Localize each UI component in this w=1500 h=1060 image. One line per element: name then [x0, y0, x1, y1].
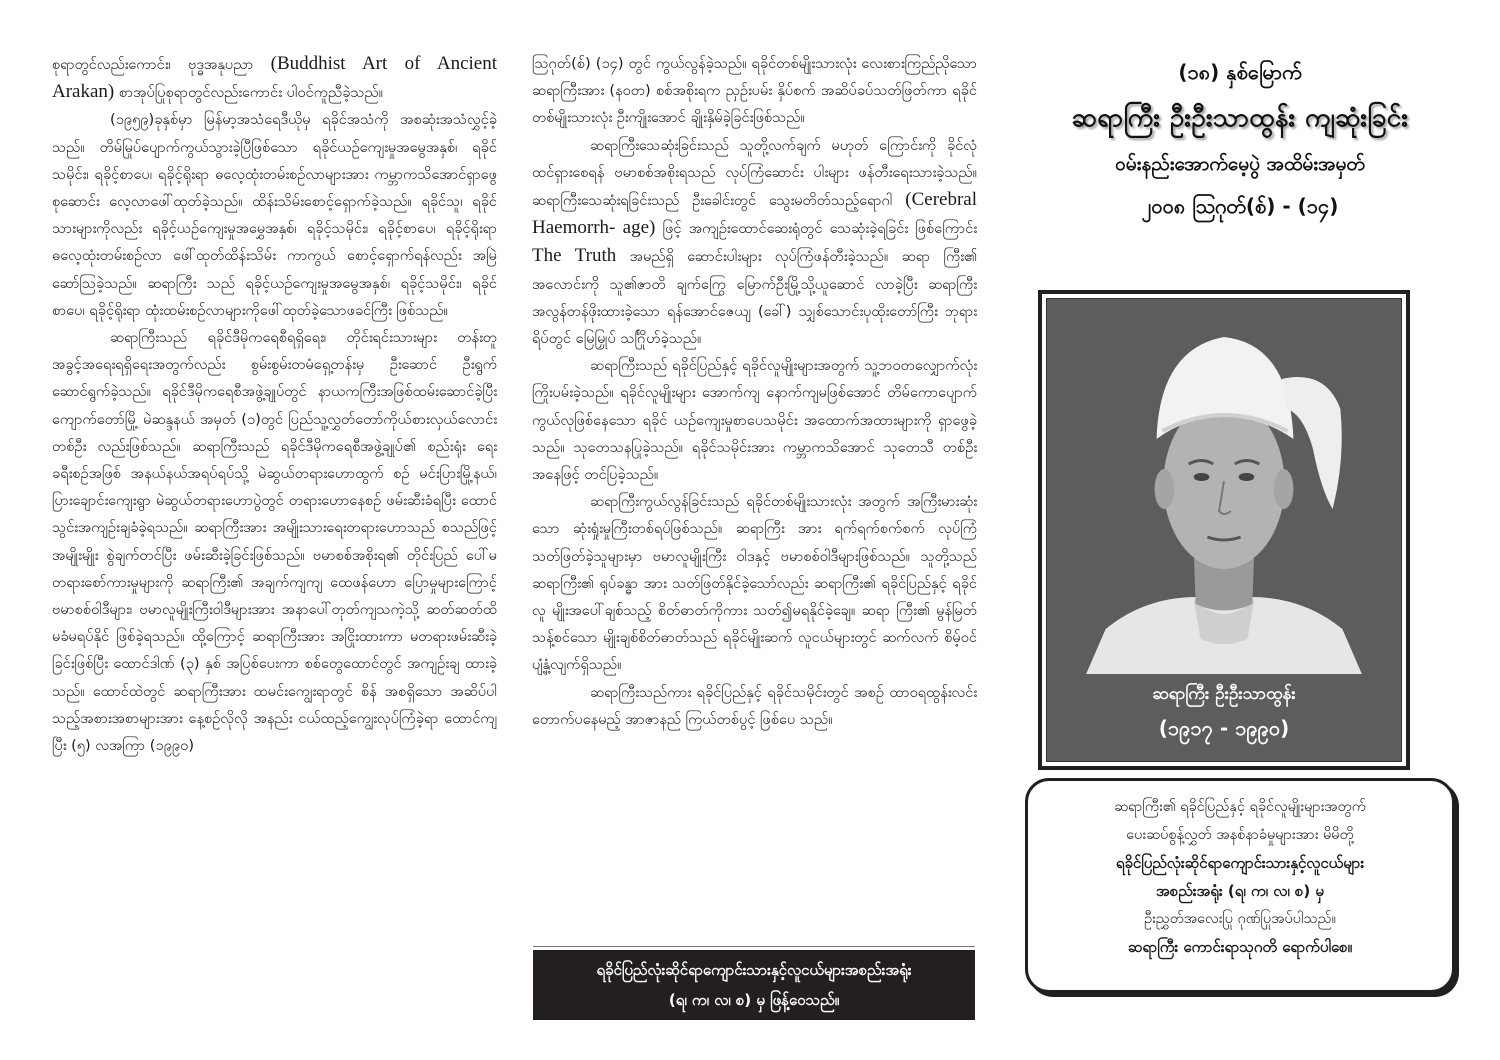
- publication-name: The Truth: [532, 245, 617, 267]
- main-heading: ဆရာကြီး ဦးဦးသာထွန်း ကျဆုံးခြင်း: [1071, 103, 1409, 133]
- dedication-line-1: ဆရာကြီး၏ ရခိုင်ပြည်နှင့် ရခိုင်လူမျိုးများအတွက်: [1114, 799, 1366, 815]
- portrait-illustration: [1047, 299, 1401, 674]
- paragraph-3: ဆရာကြီးသည် ရခိုင်ဒီမိုကရေစီရရှိရေး၊ တိုင်းရင်းသားများ တန်းတူအခွင့်အရေးရရှိရေးအတွက်လည်း စွမ်းစွမ်းတမံရှေ့တန်းမှ ဦးဆောင် ဦးရွက် ဆောင်ရွက်ခဲ့သည်။ ရခိုင်ဒီမိုကရေစီအဖွဲ့ချုပ်တွင် နာယကကြီးအဖြစ်ထမ်းဆောင်ခဲ့ပြီး ကျောက်တော်မြို့ မဲဆန္ဒနယ် အမှတ် (၁)တွင် ပြည်သူ့လွှတ်တော်ကိုယ်စားလှယ်လောင်း တစ်ဦး လည်းဖြစ်သည်။ ဆရာကြီးသည် ရခိုင်ဒီမိုကရေစီအဖွဲ့ချုပ်၏ စည်းရုံး ရေးခရီးစဉ်အဖြစ် အနယ်နယ်အရပ်ရပ်သို့ မဲဆွယ်တရားဟောထွက် စဉ် မင်းပြားမြို့နယ်၊ ပြားချောင်းကျေးရွာ မဲဆွယ်တရားဟောပွဲတွင် တရားဟောနေစဉ် ဖမ်းဆီးခံရပြီး ထောင်သွင်းအကျဉ်းချခံခဲ့ရသည်။ ဆရာကြီးအား အမျိုးသားရေးတရားဟောသည် စသည်ဖြင့် အမျိုးမျိုး စွဲချက်တင်ပြီး ဖမ်းဆီးခဲ့ခြင်းဖြစ်သည်။ ဗမာစစ်အစိုးရ၏ တိုင်းပြည် ပေါ်မတရားစော်ကားမှုများကို ဆရာကြီး၏ အချက်ကျကျ ထေဖန်ဟော ပြောမှုများကြောင့် ဗမာစစ်ဝါဒီများ၊ ဗမာလူမျိုးကြီးဝါဒီများအား အနာပေါ်တုတ်ကျသကဲ့သို့ ဆတ်ဆတ်ထိမခံမရပ်နိုင် ဖြစ်ခဲ့ရသည်။ ထို့ကြောင့် ဆရာကြီးအား အငြိုးထားကာ မတရားဖမ်းဆီးခဲ့ခြင်းဖြစ်ပြီး ထောင်ဒါဏ် (၃) နှစ် အပြစ်ပေးကာ စစ်တွေထောင်တွင် အကျဉ်းချ ထားခဲ့သည်။ ထောင်ထဲတွင် ဆရာကြီးအား ထမင်းကျွေးရာတွင် စိန် အစရှိသော အဆိပ်ပါသည့်အစားအစာများအား နေ့စဉ်လိုလို အနည်း ငယ်ထည့်ကျွေးလုပ်ကြံခဲ့ရာ ထောင်ကျပြီး (၅) လအကြာ (၁၉၉၀): [52, 329, 497, 755]
- dedication-org: ရခိုင်ပြည်လုံးဆိုင်ရာကျောင်းသားနှင့်လူငယ်များ: [1115, 854, 1365, 872]
- dedication-box: [1025, 778, 1455, 993]
- paragraph-2: ဆရာကြီးသေဆုံးခြင်းသည် သူတို့လက်ချက် မဟုတ် ကြောင်းကို ခိုင်လုံထင်ရှားစေရန် ဗမာစစ်အစိုးရသည် လုပ်ကြံဆောင်း ပါးများ ဖန်တီးရေးသားခဲ့သည်။ ဆရာကြီးသေဆုံးရခြင်းသည် ဦးခေါင်းတွင် သွေးမတိတ်သည့်ရောဂါ (Cerebral Haemorrh- age) ဖြင့် အကျဉ်းထောင်ဆေးရုံတွင် သေဆုံးခဲ့ရခြင်း ဖြစ်ကြောင်း The Truth အမည်ရှိ ဆောင်းပါးများ လုပ်ကြံဖန်တီးခဲ့သည်။ ဆရာ ကြီး၏ အလောင်းကို သူ၏ဇာတိ ချက်ကြွေ မြောက်ဦးမြို့သို့ယူဆောင် လာခဲ့ပြီး ဆရာကြီးအလွန်တန်ဖိုးထားခဲ့သော ရန်အောင်ဇေယျ (ခေါ်) သျှစ်သောင်းပုထိုးတော်ကြီး ဘုရားရိပ်တွင် မြေမြှုပ် သင်္ဂြိုဟ်ခဲ့သည်။: [532, 136, 978, 348]
- paragraph-2: (၁၉၅၉)ခုနှစ်မှာ မြန်မာ့အသံရေဒီယိုမှ ရခိုင်အသံကို အစဆုံးအသံလွှင့်ခဲ့သည်။ တိမ်မြုပ်ပျောက်ကွယ်သွားခဲ့ပြီဖြစ်သော ရခိုင်ယဉ်ကျေးမှုအမွေအနှစ်၊ ရခိုင်သမိုင်း၊ ရခိုင့်စာပေ၊ ရခိုင့်ရိုးရာ ဓလေ့ထုံးတမ်းစဉ်လာများအား ကမ္ဘာကသိအောင်ရှာဖွေစုဆောင်း လေ့လာဖေါ်ထုတ်ခဲ့သည်။ ထိန်းသိမ်းစောင့်ရှောက်ခဲ့သည်။ ရခိုင်သူ၊ ရခိုင်သားများကိုလည်း ရခိုင့်ယဉ်ကျေးမှုအမွှေအနှစ်၊ ရခိုင့်သမိုင်း၊ ရခိုင့်စာပေ၊ ရခိုင့်ရိုးရာ ဓလေ့ထုံးတမ်းစဉ်လာ ဖေါ်ထုတ်ထိန်းသိမ်း ကာကွယ် စောင့်ရှောက်ရန်လည်း အမြဲဆော်ဩခဲ့သည်။ ဆရာကြီး သည် ရခိုင့်ယဉ်ကျေးမှုအမွေအနှစ်၊ ရခိုင့်သမိုင်း၊ ရခိုင်စာပေ၊ ရခိုင့်ရိုးရာ ထုံးထမ်းစဉ်လာများကိုဖေါ်ထုတ်ခဲ့သောဖခင်ကြီး ဖြစ်သည်။: [52, 111, 497, 319]
- divider: [533, 946, 975, 947]
- english-title: (Buddhist Art of Ancient Arakan): [52, 53, 498, 103]
- sub-heading: ဝမ်းနည်းအောက်မေ့ပွဲ အထိမ်းအမှတ်: [1115, 153, 1365, 175]
- dedication-blessing: ဆရာကြီး ကောင်းရာသုဂတိ ရောက်ပါစေ။: [1127, 938, 1353, 956]
- dedication-org-abbr: အစည်းအရုံး (ရ၊ က၊ လ၊ စ) မှ: [1155, 882, 1324, 900]
- distribution-note: (ရ၊ က၊ လ၊ စ) မှ ဖြန့်ဝေသည်။: [668, 991, 840, 1009]
- caption-name: ဆရာကြီး ဦးဦးသာထွန်း: [1152, 684, 1296, 704]
- medical-term: (Cerebral Haemorrh- age): [532, 189, 977, 239]
- portrait-caption: [1047, 677, 1401, 745]
- paragraph-3: ဆရာကြီးသည် ရခိုင်ပြည်နှင့် ရခိုင်လူမျိုးများအတွက် သူ့ဘဝတလျှောက်လုံး ကြိုးပမ်းခဲ့သည်။ ရခိုင်လူမျိုးများ အောက်ကျ နောက်ကျမဖြစ်အောင် တိမ်ကောပျောက်ကွယ်လုဖြစ်နေသော ရခိုင် ယဉ်ကျေးမှုစာပေသမိုင်း အထောက်အထားများကို ရှာဖွေခဲ့သည်။ သုတေသနပြုခဲ့သည်။ ရခိုင်သမိုင်းအား ကမ္ဘာကသိအောင် သုတေသီ တစ်ဦးအနေဖြင့် တင်ပြခဲ့သည်။: [532, 357, 977, 484]
- paragraph-1: ဩဂုတ်(စ်) (၁၄) တွင် ကွယ်လွန်ခဲ့သည်။ ရခိုင်တစ်မျိုးသားလုံး လေးစားကြည်ညိုသော ဆရာကြီးအား (နဝတ) စစ်အစိုးရက ညှဉ်းပမ်း နှိပ်စက် အဆိပ်ခပ်သတ်ဖြတ်ကာ ရခိုင်တစ်မျိုးသားလုံး ဦးကျိုးအောင် ချိုးနှိမ်ခဲ့ခြင်းဖြစ်သည်။: [532, 55, 977, 127]
- memorial-title: [1030, 52, 1450, 228]
- paragraph-5: ဆရာကြီးသည်ကား ရခိုင်ပြည်နှင့် ရခိုင်သမိုင်းတွင် အစဉ် ထာဝရထွန်းလင်းတောက်ပနေမည့် အာဇာနည် ကြယ်တစ်ပွင့် ဖြစ်ပေ သည်။: [532, 683, 977, 728]
- caption-dates: (၁၉၁၇ - ၁၉၉၀): [1158, 716, 1290, 740]
- dedication-line-2: ပေးဆပ်စွန့်လွှတ် အနစ်နာခံမှုများအား မိမိတို့: [1126, 827, 1354, 843]
- paragraph-1: စုရာတွင်လည်းကောင်း၊ ဗုဒ္ဓအနုပညာ (Buddhist Art of Ancient Arakan) စာအုပ်ပြုစုရာတွင်လည်းကောင်း ပါဝင်ကူညီခဲ့သည်။: [52, 53, 498, 103]
- paragraph-4: ဆရာကြီးကွယ်လွန်ခြင်းသည် ရခိုင်တစ်မျိုးသားလုံး အတွက် အကြီးမားဆုံးသော ဆုံးရှုံးမှုကြီးတစ်ရပ်ဖြစ်သည်။ ဆရာကြီး အား ရက်ရက်စက်စက် လုပ်ကြံသတ်ဖြတ်ခဲ့သူများမှာ ဗမာလူမျိုးကြီး ဝါဒနှင့် ဗမာစစ်ဝါဒီများဖြစ်သည်။ သူတို့သည် ဆရာကြီး၏ ရုပ်ခန္ဓာ အား သတ်ဖြတ်နိုင်ခဲ့သော်လည်း ဆရာကြီး၏ ရခိုင်ပြည်နှင့် ရခိုင်လူ မျိုးအပေါ်ချစ်သည့် စိတ်ဓာတ်ကိုကား သတ်၍မရနိုင်ခဲ့ချေ။ ဆရာ ကြီး၏ မွန်မြတ်သန့်စင်သော မျိုးချစ်စိတ်ဓာတ်သည် ရခိုင်မျိုးဆက် လူငယ်များတွင် ဆက်လက် စိမ့်ဝင်ပျံ့နှံ့လျက်ရှိသည်။: [532, 493, 977, 674]
- anniversary-label: (၁၈) နှစ်မြောက်: [1178, 60, 1302, 84]
- portrait: [1046, 298, 1402, 762]
- publisher-banner: [533, 950, 975, 1020]
- event-date: ၂၀၀၈ ဩဂုတ်(စ်) - (၁၄): [1141, 194, 1339, 218]
- left-text-column: [52, 50, 497, 759]
- portrait-frame: [1038, 290, 1410, 770]
- publisher-name: ရခိုင်ပြည်လုံးဆိုင်ရာကျောင်းသားနှင့်လူငယ်များအစည်းအရုံး: [596, 961, 912, 979]
- dedication-line-5: ဦးညွှတ်အလေးပြု ဂုဏ်ပြုအပ်ပါသည်။: [1143, 911, 1337, 927]
- middle-text-column: [532, 50, 977, 733]
